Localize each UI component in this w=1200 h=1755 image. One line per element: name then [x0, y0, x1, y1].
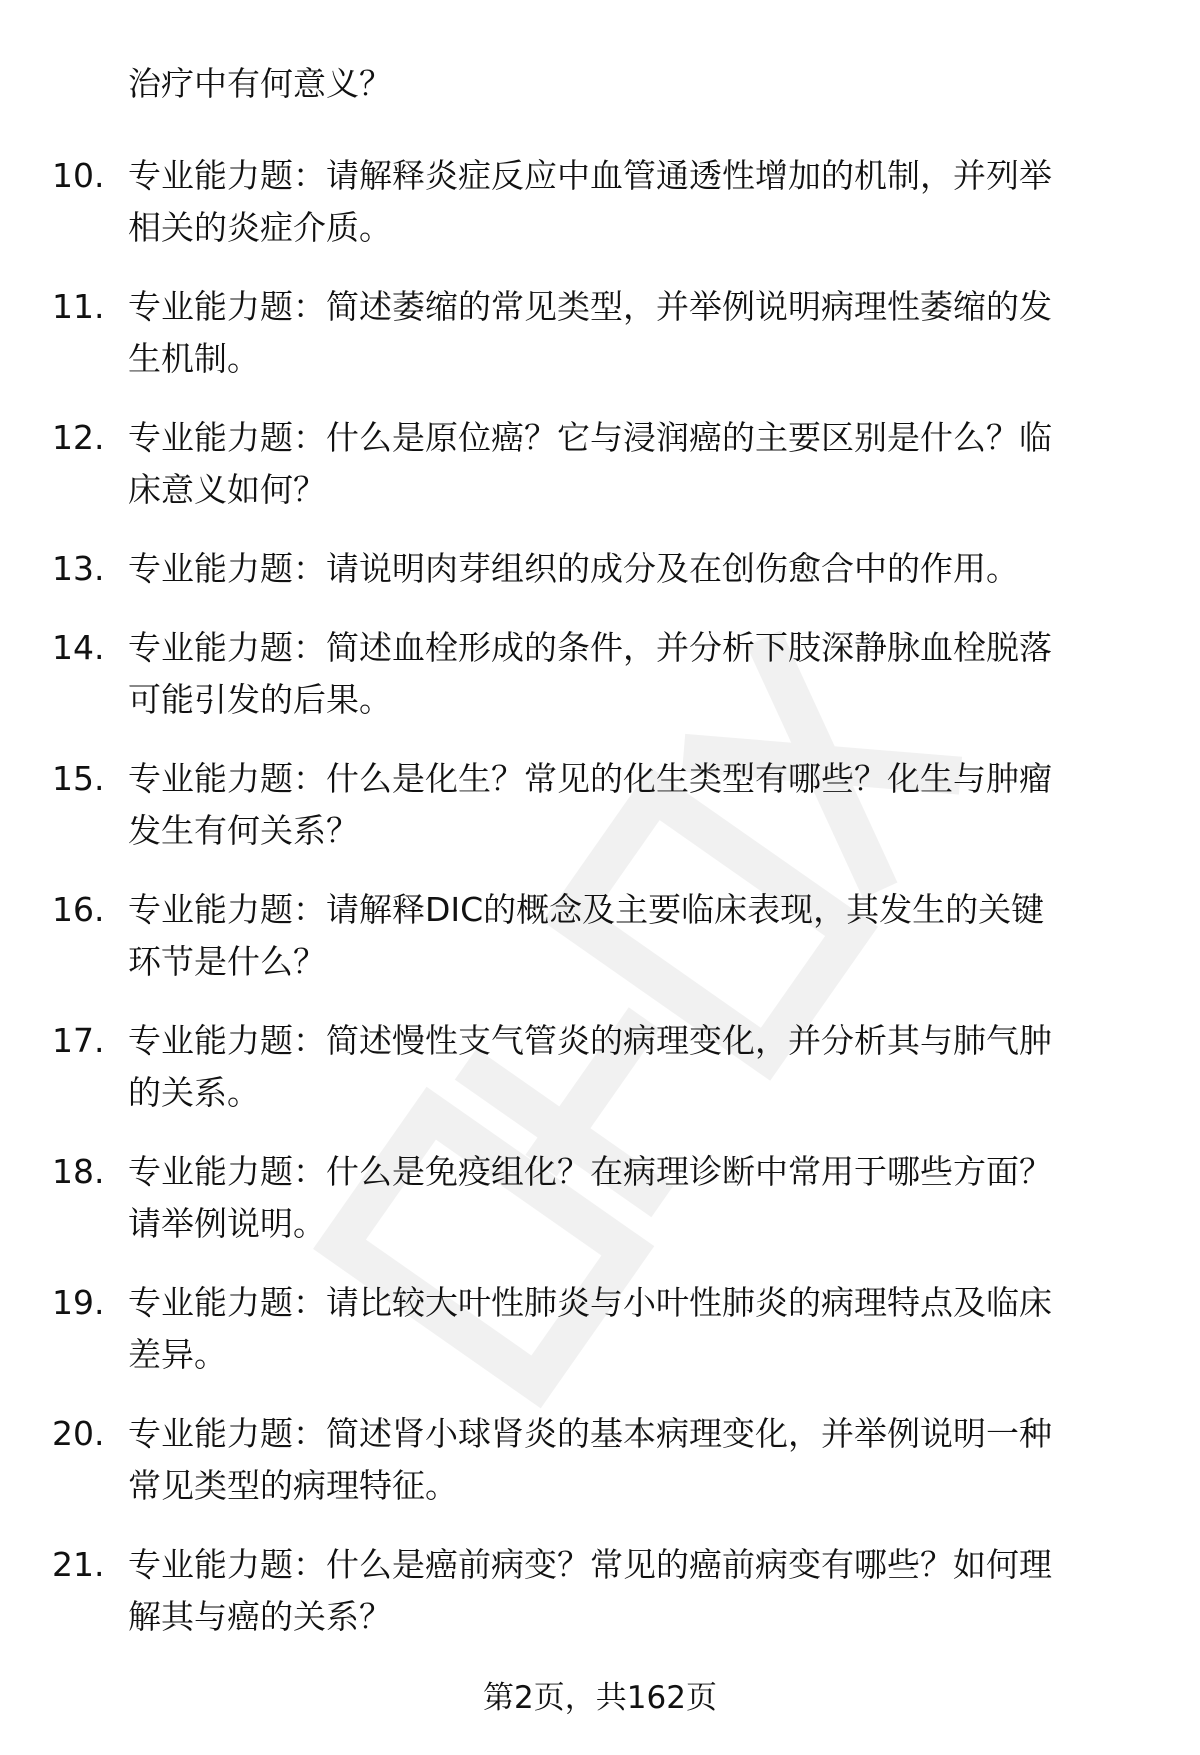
list-item: [0, 281, 1200, 412]
question-list: [0, 150, 1200, 1670]
question-text: 专业能力题：简述萎缩的常见类型，并举例说明病理性萎缩的发 生机制。: [128, 287, 1052, 378]
list-item: [0, 1277, 1200, 1408]
list-item: [0, 1146, 1200, 1277]
list-item: [0, 622, 1200, 753]
question-text: 专业能力题：请解释DIC的概念及主要临床表现，其发生的关键 环节是什么？: [128, 890, 1045, 981]
question-number: 15.: [52, 759, 105, 798]
question-text: 专业能力题：什么是免疫组化？在病理诊断中常用于哪些方面？ 请举例说明。: [128, 1152, 1052, 1243]
question-number: 12.: [52, 418, 105, 457]
page-number-footer: 第2页，共162页: [483, 1680, 717, 1716]
list-item: [0, 412, 1200, 543]
question-number: 10.: [52, 156, 105, 195]
question-text: 专业能力题：请说明肉芽组织的成分及在创伤愈合中的作用。: [128, 549, 1019, 588]
question-number: 19.: [52, 1283, 105, 1322]
list-item: [0, 1408, 1200, 1539]
question-number: 13.: [52, 549, 105, 588]
list-item: [0, 884, 1200, 1015]
question-text: 专业能力题：什么是原位癌？它与浸润癌的主要区别是什么？临 床意义如何？: [128, 418, 1052, 509]
question-number: 20.: [52, 1414, 105, 1453]
question-text: 专业能力题：请解释炎症反应中血管通透性增加的机制，并列举 相关的炎症介质。: [128, 156, 1052, 247]
question-number: 11.: [52, 287, 105, 326]
question-text: 专业能力题：什么是化生？常见的化生类型有哪些？化生与肿瘤 发生有何关系？: [128, 759, 1052, 850]
question-text: 专业能力题：简述血栓形成的条件，并分析下肢深静脉血栓脱落 可能引发的后果。: [128, 628, 1052, 719]
question-text: 专业能力题：简述慢性支气管炎的病理变化，并分析其与肺气肿 的关系。: [128, 1021, 1052, 1112]
list-item: [0, 150, 1200, 281]
question-number: 17.: [52, 1021, 105, 1060]
list-item: [0, 753, 1200, 884]
list-item: [0, 543, 1200, 622]
question-number: 14.: [52, 628, 105, 667]
question-number: 16.: [52, 890, 105, 929]
question-text: 专业能力题：请比较大叶性肺炎与小叶性肺炎的病理特点及临床 差异。: [128, 1283, 1052, 1374]
question-text: 专业能力题：什么是癌前病变？常见的癌前病变有哪些？如何理 解其与癌的关系？: [128, 1545, 1052, 1636]
question-number: 18.: [52, 1152, 105, 1191]
question-number: 21.: [52, 1545, 105, 1584]
list-item: [0, 1539, 1200, 1670]
list-item: [0, 1015, 1200, 1146]
question-text: 专业能力题：简述肾小球肾炎的基本病理变化，并举例说明一种 常见类型的病理特征。: [128, 1414, 1052, 1505]
continuation-text: 治疗中有何意义？: [128, 64, 392, 103]
